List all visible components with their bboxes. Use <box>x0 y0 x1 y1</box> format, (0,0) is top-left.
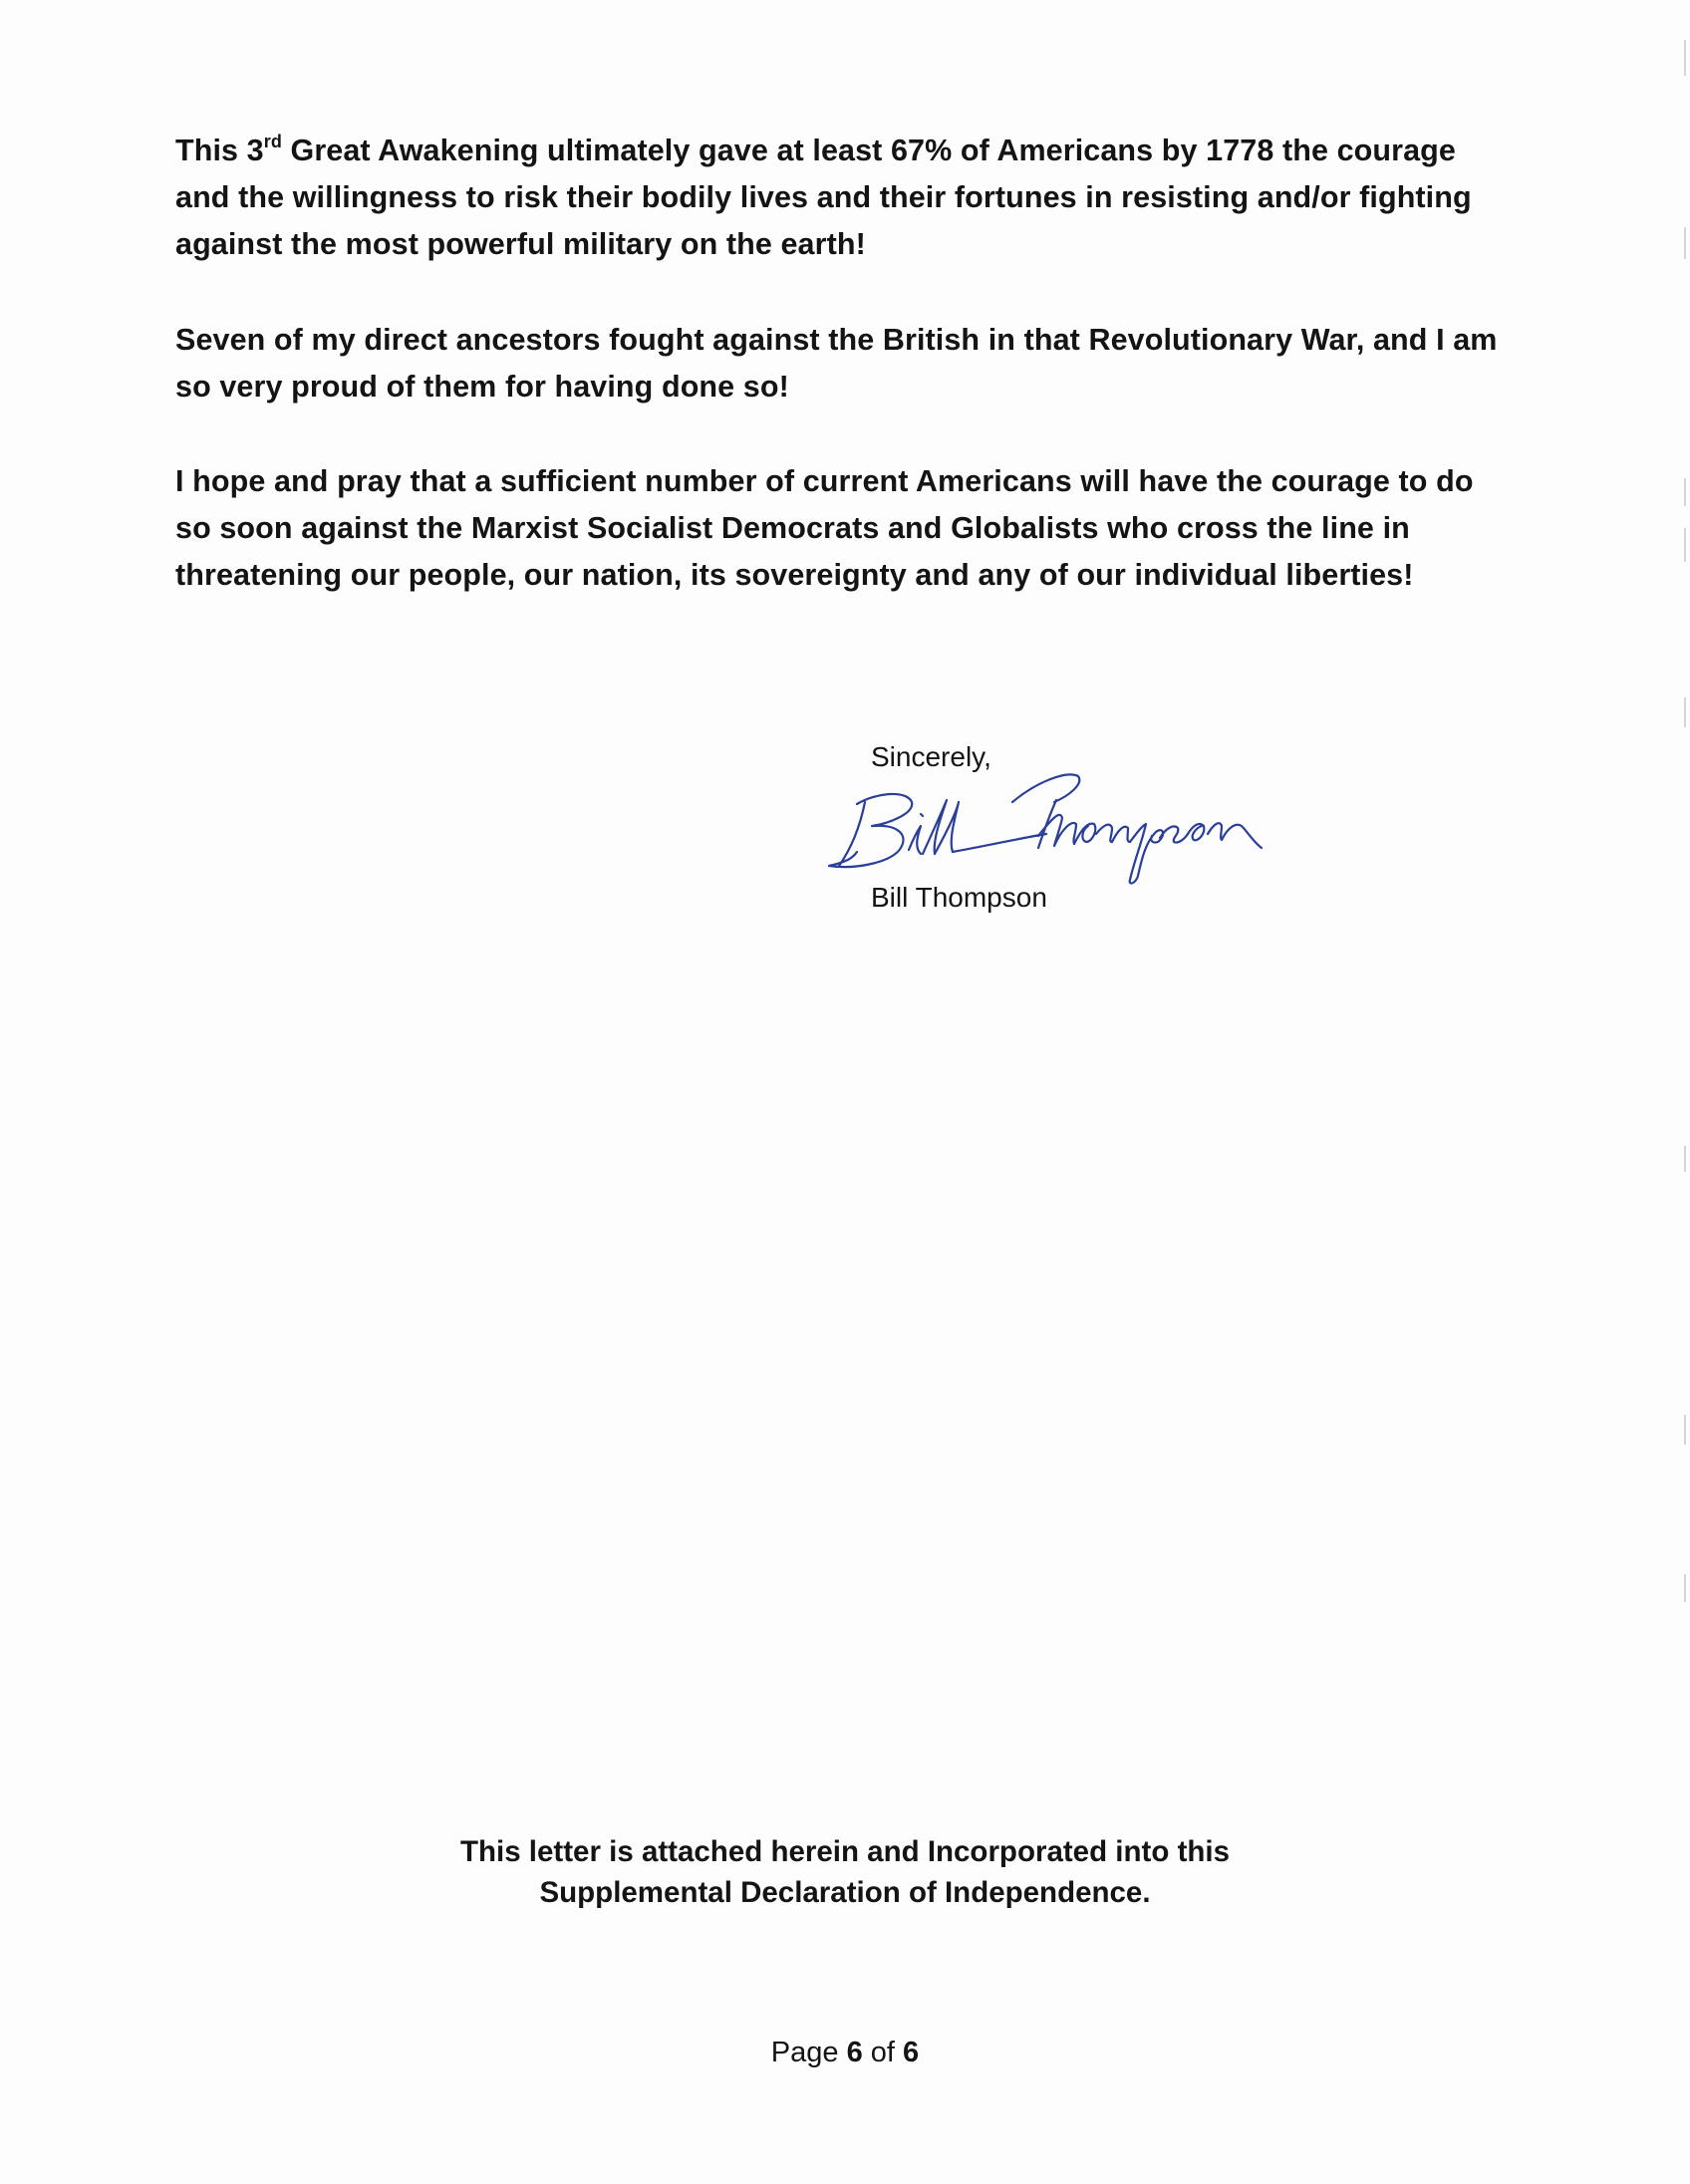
scan-artifact <box>1684 528 1686 562</box>
letter-paragraph-1 <box>175 128 1511 268</box>
attachment-note <box>299 1831 1391 1913</box>
ordinal-superscript: rd <box>263 131 282 151</box>
paragraph-1-rest: Great Awakening ultimately gave at least 67% of Americans by 1778 the courage and the willingness to risk their bodily lives and their fortunes in resisting and/or fighting against the most powerful military on the earth! <box>175 134 1472 261</box>
scan-artifact <box>1684 40 1686 76</box>
handwritten-signature <box>817 762 1315 892</box>
page-separator: of <box>870 2037 895 2068</box>
scan-artifact <box>1684 697 1686 727</box>
signer-name: Bill Thompson <box>871 882 1047 913</box>
scan-artifact <box>1684 227 1686 259</box>
closing-salutation: Sincerely, <box>871 741 991 772</box>
page-number <box>0 2035 1690 2070</box>
attachment-note-line-1: This letter is attached herein and Incorporated into this <box>459 1835 1231 1868</box>
attachment-note-line-2: Supplemental Declaration of Independence. <box>539 1876 1151 1909</box>
scan-artifact <box>1684 1415 1686 1445</box>
scan-artifact <box>1684 1574 1686 1602</box>
scan-artifact <box>1684 478 1686 506</box>
page-label: Page <box>770 2037 839 2068</box>
scan-artifact <box>1684 1146 1686 1172</box>
letter-paragraph-2: Seven of my direct ancestors fought against the British in that Revolutionary War, and I am so very proud of them for having done so! <box>175 323 1498 404</box>
current-page: 6 <box>846 2037 863 2068</box>
letter-paragraph-3: I hope and pray that a sufficient number of current Americans will have the courage to do so soon against the Marxist Socialist Democrats and Globalists who cross the line in threatening our people, our nation, its sovereignty and any of our individual liberties! <box>175 464 1474 592</box>
total-pages: 6 <box>903 2037 920 2068</box>
paragraph-1-prefix: This 3 <box>175 134 264 167</box>
